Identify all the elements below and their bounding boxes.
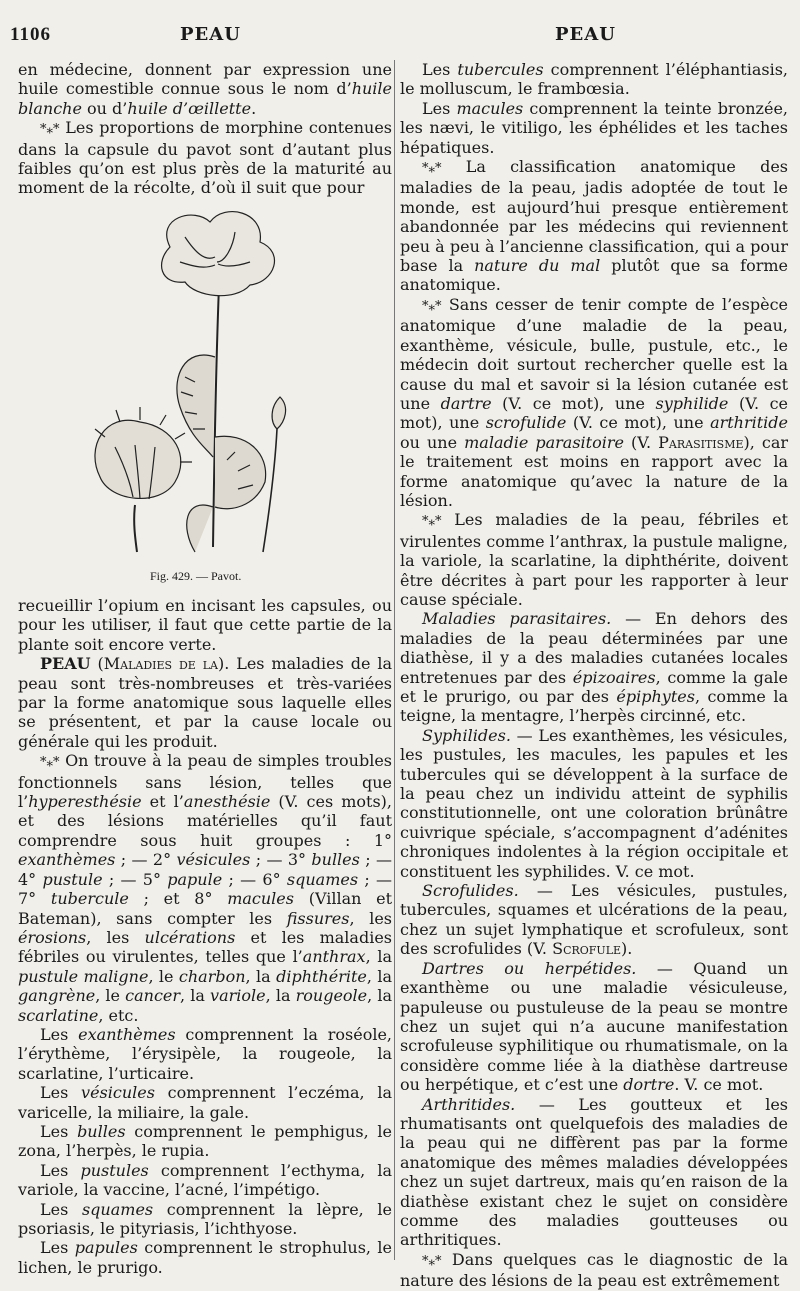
paragraph: en médecine, donnent par expression une huile comestible connue sous le nom d’huile blanche ou d’huile d’œillette. [18,60,392,118]
left-column-top [18,60,392,198]
paragraph: Les tubercules comprennent l’éléphantiasis, le molluscum, le frambœsia. [400,60,789,99]
asterism-icon: *⁎* [40,122,60,138]
entry-peau-maladies: PEAU (Maladies de la). Les maladies de la peau sont très-nombreuses et très-variées par la forme anatomique sous laquelle elles se présentent, et par la cause locale ou générale qui les produit. [18,654,393,751]
paragraph: Les exanthèmes comprennent la roséole, l’érythème, l’érysipèle, la rougeole, la scarlatine, l’urticaire. [18,1024,392,1083]
asterism-icon: *⁎* [422,1253,442,1269]
poppy-illustration-icon [85,207,295,567]
running-head-right: PEAU [555,24,616,45]
paragraph: Les papules comprennent le strophulus, le lichen, le prurigo. [18,1238,392,1277]
paragraph: Les macules comprennent la teinte bronzée, les nævi, le vitiligo, les éphélides et les taches hépatiques. [400,98,788,157]
paragraph: Les vésicules comprennent l’eczéma, la varicelle, la miliaire, la gale. [18,1083,393,1122]
entry-headword: PEAU [40,654,91,674]
paragraph: *⁎* Les proportions de morphine contenues dans la capsule du pavot sont d’autant plus faibles qu’on est plus près de la maturité au moment de la récolte, d’où il suit que pour [18,118,392,198]
figure-caption: Fig. 429. — Pavot. [150,569,242,583]
paragraph: Maladies parasitaires. — En dehors des maladies de la peau déterminées par une diathèse, il y a des maladies cutanées locales entretenues par des épizoaires, comme la gale et le prurigo, ou par des épiphytes, comme la teigne, la mentagre, l’herpès circinné, etc. [400,609,788,726]
running-head-left: PEAU [180,24,241,45]
asterism-icon: *⁎* [422,298,442,314]
paragraph: *⁎* Sans cesser de tenir compte de l’espèce anatomique d’une maladie de la peau, exanthème, vésicule, bulle, pustule, etc., le médecin doit surtout rechercher quelle est la cause du mal et savoir si la lésion cutanée est une dartre (V. ce mot), une syphilide (V. ce mot), une scrofulide (V. ce mot), une arthritide ou une maladie parasitoire (V. Parasitisme), car le traitement est moins en rapport avec la forme anatomique qu’avec la nature de la lésion. [400,294,789,510]
paragraph: recueillir l’opium en incisant les capsules, ou pour les utiliser, il faut que cette partie de la plante soit encore verte. [18,596,392,654]
right-column [400,60,788,1291]
left-column-bottom [18,596,392,1277]
paragraph: *⁎* La classification anatomique des maladies de la peau, jadis adoptée de tout le monde, est aujourd’hui presque entièrement abandonnée par les médecins qui reviennent peu à peu à l’ancienne classification, qui a pour base la nature du mal plutôt que sa forme anatomique. [400,157,788,295]
paragraph: Les squames comprennent la lèpre, le psoriasis, le pityriasis, l’ichthyose. [18,1199,392,1238]
page-number: 1106 [10,24,51,45]
column-divider [394,60,395,1260]
asterism-icon: *⁎* [40,755,60,771]
asterism-icon: *⁎* [422,161,442,177]
paragraph: *⁎* Les maladies de la peau, fébriles et virulentes comme l’anthrax, la pustule maligne, la variole, la scarlatine, la diphthérite, doivent être décrites à part pour les rapporter à leur cause spéciale. [400,510,788,609]
paragraph: *⁎* On trouve à la peau de simples troubles fonctionnels sans lésion, telles que l’hyperesthésie et l’anesthésie (V. ces mots), et des lésions matérielles qu’il faut comprendre sous huit groupes : 1° exanthèmes ; — 2° vésicules ; — 3° bulles ; — 4° pustule ; — 5° papule ; — 6° squames ; — 7° tubercule ; et 8° macules (Villan et Bateman), sans compter les fissures, les érosions, les ulcérations et les maladies fébriles ou virulentes, telles que l’anthrax, la pustule maligne, le charbon, la diphthérite, la gangrène, le cancer, la variole, la rougeole, la scarlatine, etc. [18,751,393,1025]
paragraph: Arthritides. — Les goutteux et les rhumatisants ont quelquefois des maladies de la peau qui ne diffèrent pas par la forme anatomique des mêmes maladies développées chez un sujet dartreux, mais qu’en raison de la diathèse existant chez le sujet on considère comme des maladies goutteuses ou arthritiques. [400,1094,788,1250]
paragraph: Scrofulides. — Les vésicules, pustules, tubercules, squames et ulcérations de la peau, chez un sujet lymphatique et scrofuleux, sont des scrofulides (V. Scrofule). [400,881,788,959]
paragraph: Les pustules comprennent l’ecthyma, la variole, la vaccine, l’acné, l’impétigo. [18,1160,392,1200]
paragraph: Syphilides. — Les exanthèmes, les vésicules, les pustules, les macules, les papules et les tubercules qui se développent à la surface de la peau chez un individu atteint de syphilis constitutionnelle, ont une coloration brûnâtre cuivrique spéciale, s’accompagnent d’adénites chroniques indolentes à la région occipitale et constituent les syphilides. V. ce mot. [400,725,788,881]
paragraph: Dartres ou herpétides. — Quand un exanthème ou une maladie vésiculeuse, papuleuse ou pustuleuse de la peau se montre chez un sujet qui n’a aucune manifestation scrofuleuse syphilitique ou rhumatismale, on la considère comme liée à la diathèse dartreuse ou herpétique, et c’est une dortre. V. ce mot. [400,958,788,1095]
asterism-icon: *⁎* [422,514,442,530]
paragraph: *⁎* Dans quelques cas le diagnostic de la nature des lésions de la peau est extrêmement [400,1249,788,1291]
paragraph: Les bulles comprennent le pemphigus, le zona, l’herpès, le rupia. [18,1121,393,1161]
